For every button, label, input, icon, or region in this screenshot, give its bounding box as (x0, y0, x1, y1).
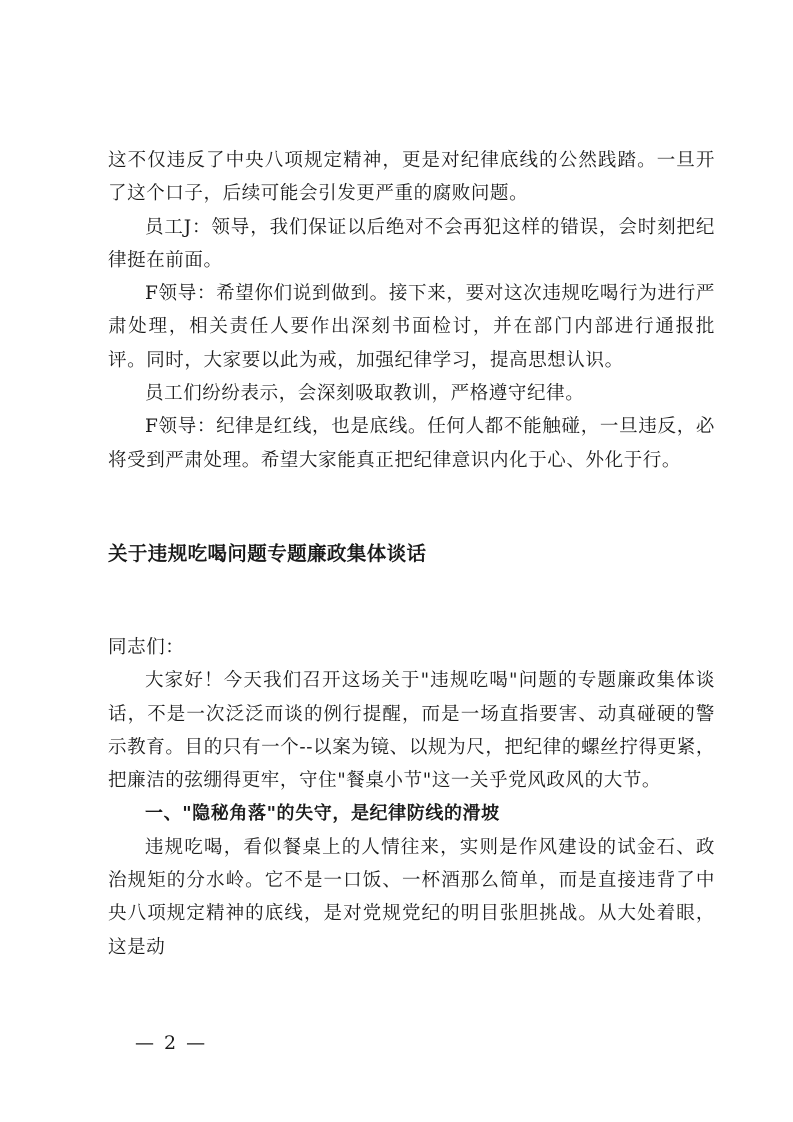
intro-paragraph: 大家好！今天我们召开这场关于"违规吃喝"问题的专题廉政集体谈话，不是一次泛泛而谈的例行提醒，而是一场直指要害、动真碰硬的警示教育。目的只有一个--以案为镜、以规为尺，把纪律的螺丝拧得更紧，把廉洁的弦绷得更牢，守住"餐桌小节"这一关乎党风政风的大节。 (108, 670, 715, 792)
paragraph-continuation: 这不仅违反了中央八项规定精神，更是对纪律底线的公然践踏。一旦开了这个口子，后续可能会引发更严重的腐败问题。 (108, 150, 715, 205)
paragraph-leader-f-1: F领导：希望你们说到做到。接下来，要对这次违规吃喝行为进行严肃处理，相关责任人要作出深刻书面检讨，并在部门内部进行通报批评。同时，大家要以此为戒，加强纪律学习，提高思想认识。 (108, 283, 715, 371)
body-paragraph: 违规吃喝，看似餐桌上的人情往来，实则是作风建设的试金石、政治规矩的分水岭。它不是一口饭、一杯酒那么简单，而是直接违背了中央八项规定精神的底线，是对党规党纪的明目张胆挑战。从大处着眼，这是动 (108, 836, 715, 958)
page-number: — 2 — (135, 1032, 208, 1054)
paragraph-employees-response: 员工们纷纷表示，会深刻吸取教训，严格遵守纪律。 (145, 383, 585, 405)
salutation: 同志们： (108, 637, 185, 658)
paragraph-employee-j: 员工J：领导，我们保证以后绝对不会再犯这样的错误，会时刻把纪律挺在前面。 (108, 216, 715, 271)
subheading: 一、"隐秘角落"的失守，是纪律防线的滑坡 (145, 803, 500, 825)
paragraph-leader-f-2: F领导：纪律是红线，也是底线。任何人都不能触碰，一旦违反，必将受到严肃处理。希望大家能真正把纪律意识内化于心、外化于行。 (108, 416, 715, 471)
section-title: 关于违规吃喝问题专题廉政集体谈话 (108, 542, 427, 565)
dialogue-section (108, 144, 715, 477)
speech-section (108, 631, 715, 964)
